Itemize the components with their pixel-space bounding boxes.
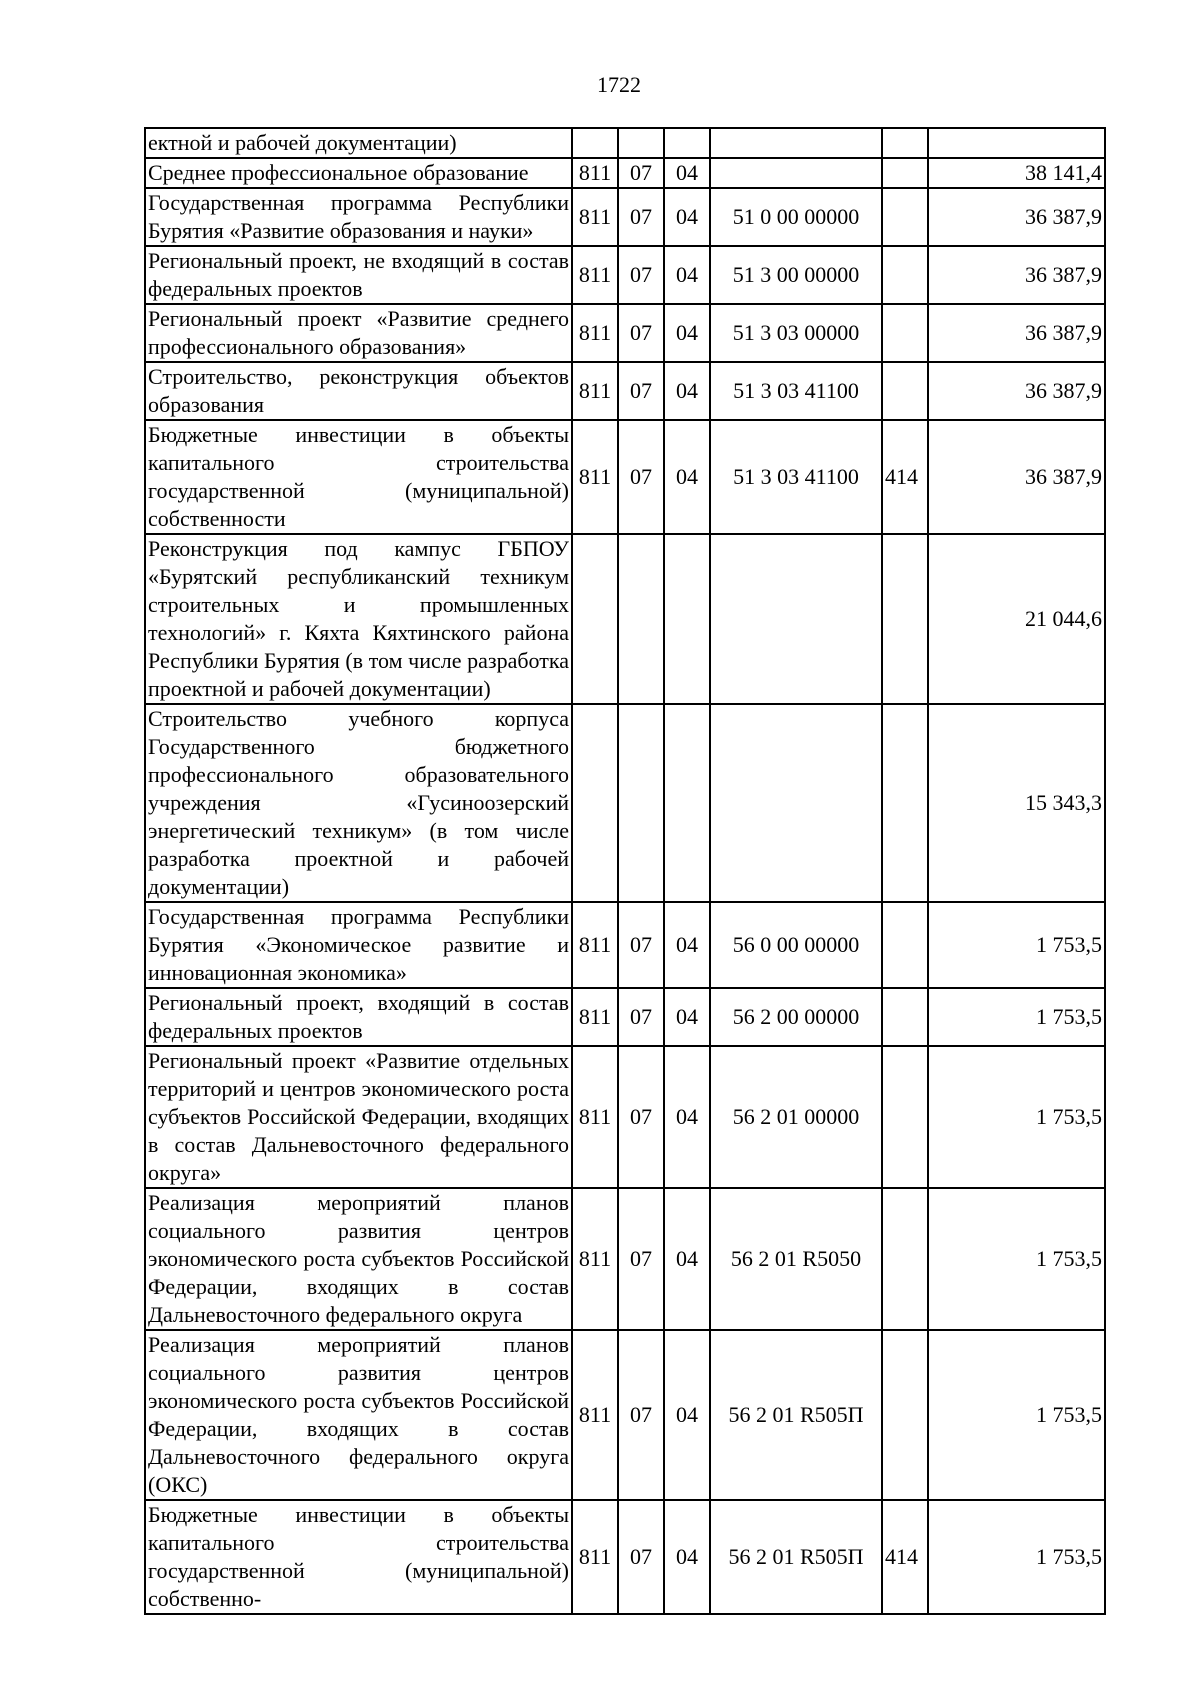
row-expense-type-code — [882, 128, 928, 158]
row-name: Реализация мероприятий планов социального развития центров экономического роста субъектов Российской Федерации, входящих в состав Дальневосточного федерального округа (ОКС) — [145, 1330, 572, 1500]
row-amount: 36 387,9 — [928, 246, 1105, 304]
table-row — [145, 246, 1105, 304]
table-row — [145, 188, 1105, 246]
table-row — [145, 362, 1105, 420]
row-subsection-code — [664, 128, 710, 158]
row-subsection-code — [664, 704, 710, 902]
row-subsection-code: 04 — [664, 1188, 710, 1330]
row-target-article-code: 51 3 03 41100 — [710, 420, 882, 534]
row-section-code: 07 — [618, 362, 664, 420]
row-subsection-code — [664, 534, 710, 704]
row-expense-type-code: 414 — [882, 1500, 928, 1614]
row-grbs-code — [572, 704, 618, 902]
row-grbs-code: 811 — [572, 1500, 618, 1614]
row-grbs-code: 811 — [572, 158, 618, 188]
table-row — [145, 158, 1105, 188]
row-grbs-code: 811 — [572, 246, 618, 304]
table-row — [145, 534, 1105, 704]
budget-table-body — [145, 128, 1105, 1614]
budget-table — [144, 127, 1106, 1615]
row-grbs-code: 811 — [572, 188, 618, 246]
row-name: Строительство, реконструкция объектов образования — [145, 362, 572, 420]
row-amount: 1 753,5 — [928, 902, 1105, 988]
row-name: Среднее профессиональное образование — [145, 158, 572, 188]
row-subsection-code: 04 — [664, 188, 710, 246]
row-amount: 1 753,5 — [928, 1500, 1105, 1614]
row-name: ектной и рабочей документации) — [145, 128, 572, 158]
row-grbs-code: 811 — [572, 902, 618, 988]
row-grbs-code: 811 — [572, 1046, 618, 1188]
row-expense-type-code — [882, 304, 928, 362]
row-expense-type-code — [882, 902, 928, 988]
row-subsection-code: 04 — [664, 158, 710, 188]
row-name: Реконструкция под кампус ГБПОУ «Бурятский республиканский техникум строительных и промышленных технологий» г. Кяхта Кяхтинского района Республики Бурятия (в том числе разработка проектной и рабочей документации) — [145, 534, 572, 704]
row-target-article-code: 51 0 00 00000 — [710, 188, 882, 246]
row-expense-type-code — [882, 534, 928, 704]
table-row — [145, 1500, 1105, 1614]
table-row — [145, 988, 1105, 1046]
row-name: Реализация мероприятий планов социального развития центров экономического роста субъектов Российской Федерации, входящих в состав Дальневосточного федерального округа — [145, 1188, 572, 1330]
row-subsection-code: 04 — [664, 988, 710, 1046]
row-grbs-code: 811 — [572, 304, 618, 362]
row-grbs-code — [572, 534, 618, 704]
row-expense-type-code: 414 — [882, 420, 928, 534]
row-target-article-code — [710, 128, 882, 158]
table-row — [145, 128, 1105, 158]
row-target-article-code: 56 2 01 00000 — [710, 1046, 882, 1188]
row-target-article-code: 56 2 01 R505П — [710, 1330, 882, 1500]
row-name: Строительство учебного корпуса Государственного бюджетного профессионального образовательного учреждения «Гусиноозерский энергетический техникум» (в том числе разработка проектной и рабочей документации) — [145, 704, 572, 902]
row-section-code: 07 — [618, 1500, 664, 1614]
row-target-article-code: 51 3 03 41100 — [710, 362, 882, 420]
row-amount: 36 387,9 — [928, 304, 1105, 362]
row-amount: 36 387,9 — [928, 362, 1105, 420]
row-target-article-code — [710, 704, 882, 902]
row-name: Региональный проект, не входящий в состав федеральных проектов — [145, 246, 572, 304]
row-expense-type-code — [882, 188, 928, 246]
row-section-code: 07 — [618, 420, 664, 534]
row-amount: 38 141,4 — [928, 158, 1105, 188]
row-target-article-code: 56 2 00 00000 — [710, 988, 882, 1046]
row-subsection-code: 04 — [664, 1500, 710, 1614]
row-name: Государственная программа Республики Бурятия «Развитие образования и науки» — [145, 188, 572, 246]
row-amount: 1 753,5 — [928, 1188, 1105, 1330]
row-grbs-code: 811 — [572, 362, 618, 420]
row-target-article-code: 56 2 01 R5050 — [710, 1188, 882, 1330]
row-section-code: 07 — [618, 1046, 664, 1188]
row-section-code: 07 — [618, 304, 664, 362]
row-expense-type-code — [882, 246, 928, 304]
row-expense-type-code — [882, 158, 928, 188]
row-subsection-code: 04 — [664, 420, 710, 534]
row-target-article-code: 51 3 03 00000 — [710, 304, 882, 362]
row-section-code — [618, 128, 664, 158]
row-grbs-code: 811 — [572, 420, 618, 534]
row-amount: 15 343,3 — [928, 704, 1105, 902]
row-section-code — [618, 534, 664, 704]
row-section-code: 07 — [618, 988, 664, 1046]
row-grbs-code: 811 — [572, 988, 618, 1046]
table-row — [145, 304, 1105, 362]
row-amount: 36 387,9 — [928, 420, 1105, 534]
row-name: Региональный проект «Развитие отдельных территорий и центров экономического роста субъектов Российской Федерации, входящих в состав Дальневосточного федерального округа» — [145, 1046, 572, 1188]
row-name: Бюджетные инвестиции в объекты капитального строительства государственной (муниципальной) собственности — [145, 420, 572, 534]
row-section-code: 07 — [618, 188, 664, 246]
row-target-article-code — [710, 534, 882, 704]
row-grbs-code: 811 — [572, 1330, 618, 1500]
row-subsection-code: 04 — [664, 362, 710, 420]
row-target-article-code: 56 2 01 R505П — [710, 1500, 882, 1614]
row-name: Региональный проект, входящий в состав федеральных проектов — [145, 988, 572, 1046]
row-expense-type-code — [882, 988, 928, 1046]
table-row — [145, 1188, 1105, 1330]
row-expense-type-code — [882, 1188, 928, 1330]
row-expense-type-code — [882, 1330, 928, 1500]
row-subsection-code: 04 — [664, 246, 710, 304]
row-grbs-code: 811 — [572, 1188, 618, 1330]
row-section-code: 07 — [618, 902, 664, 988]
page-number: 1722 — [597, 72, 641, 97]
row-target-article-code — [710, 158, 882, 188]
row-grbs-code — [572, 128, 618, 158]
table-row — [145, 902, 1105, 988]
row-expense-type-code — [882, 1046, 928, 1188]
table-row — [145, 1046, 1105, 1188]
row-expense-type-code — [882, 362, 928, 420]
row-expense-type-code — [882, 704, 928, 902]
row-amount: 1 753,5 — [928, 988, 1105, 1046]
table-row — [145, 704, 1105, 902]
row-target-article-code: 51 3 00 00000 — [710, 246, 882, 304]
row-section-code: 07 — [618, 158, 664, 188]
row-subsection-code: 04 — [664, 1330, 710, 1500]
row-subsection-code: 04 — [664, 902, 710, 988]
row-name: Государственная программа Республики Бурятия «Экономическое развитие и инновационная экономика» — [145, 902, 572, 988]
row-subsection-code: 04 — [664, 304, 710, 362]
row-amount: 1 753,5 — [928, 1330, 1105, 1500]
row-section-code — [618, 704, 664, 902]
row-name: Бюджетные инвестиции в объекты капитального строительства государственной (муниципальной) собственно- — [145, 1500, 572, 1614]
row-section-code: 07 — [618, 1188, 664, 1330]
table-row — [145, 1330, 1105, 1500]
row-target-article-code: 56 0 00 00000 — [710, 902, 882, 988]
row-section-code: 07 — [618, 1330, 664, 1500]
row-section-code: 07 — [618, 246, 664, 304]
table-row — [145, 420, 1105, 534]
row-subsection-code: 04 — [664, 1046, 710, 1188]
row-amount — [928, 128, 1105, 158]
row-name: Региональный проект «Развитие среднего профессионального образования» — [145, 304, 572, 362]
row-amount: 36 387,9 — [928, 188, 1105, 246]
row-amount: 21 044,6 — [928, 534, 1105, 704]
row-amount: 1 753,5 — [928, 1046, 1105, 1188]
